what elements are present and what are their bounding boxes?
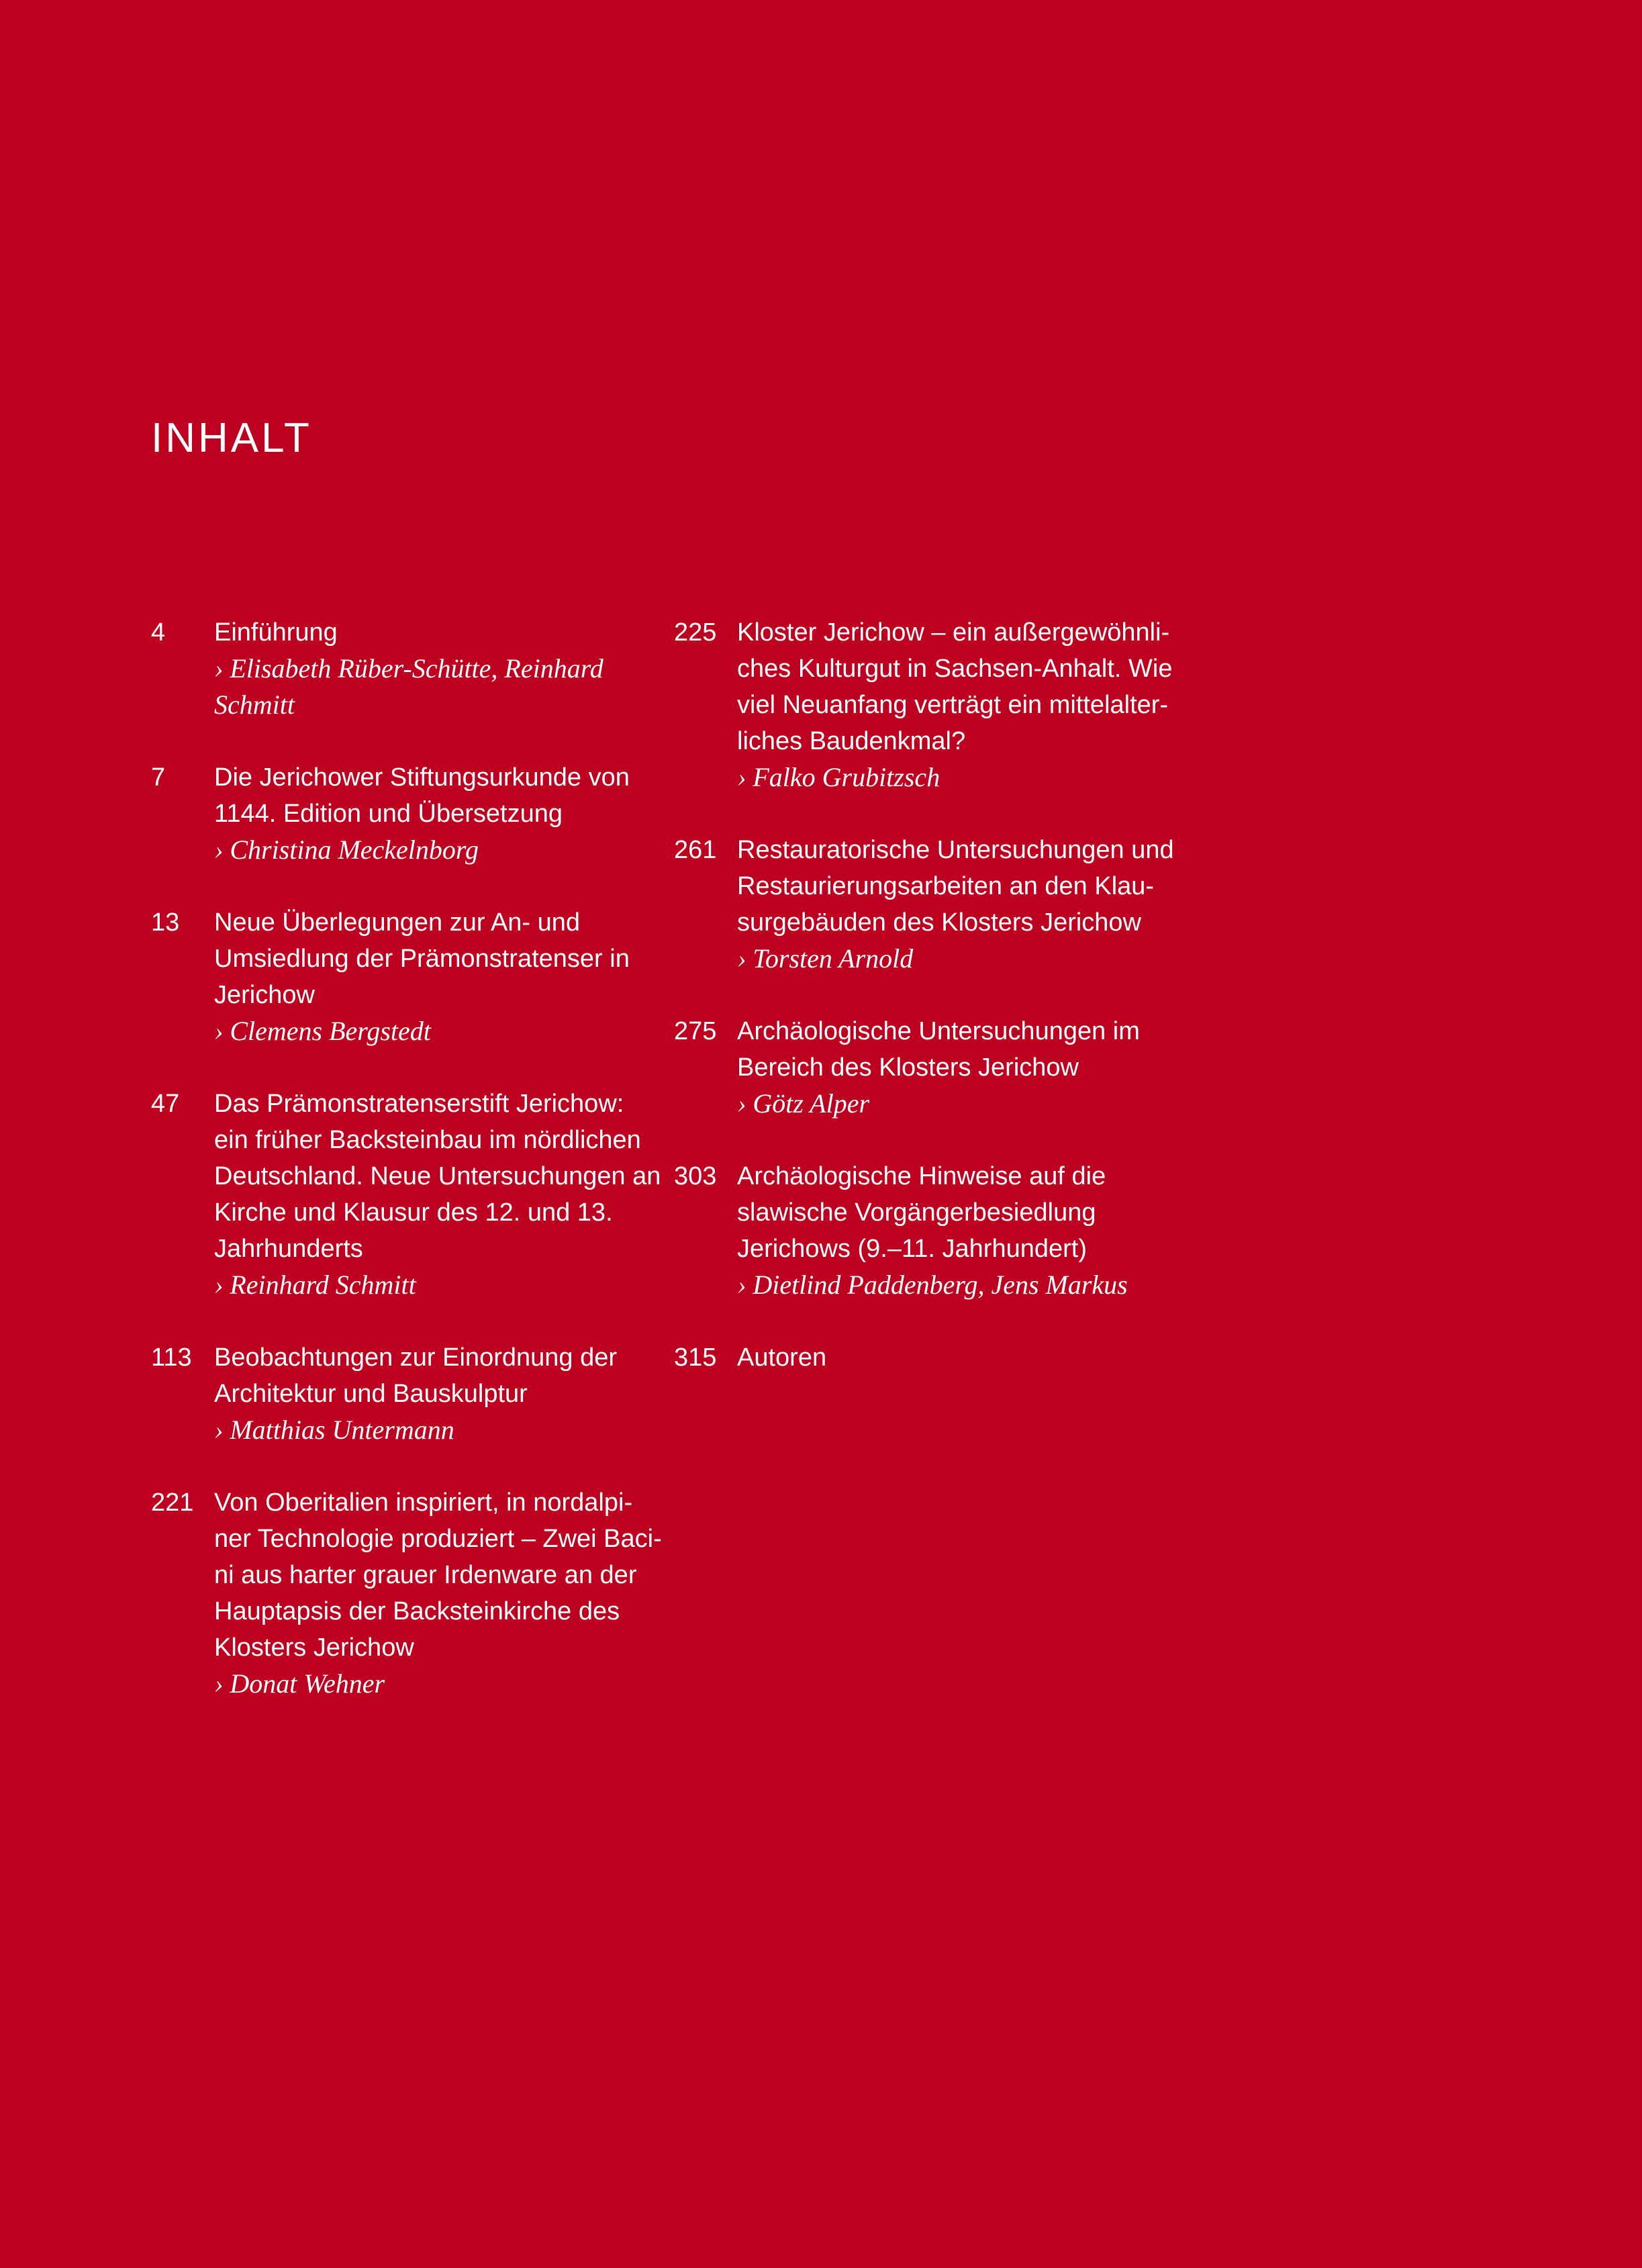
toc-entry-body xyxy=(214,1484,675,1702)
toc-entry[interactable] xyxy=(151,1086,675,1303)
toc-page-number: 275 xyxy=(674,1017,717,1045)
toc-title-line: Kirche und Klausur des 12. und 13. xyxy=(214,1198,613,1227)
toc-title-line: Neue Überlegungen zur An- und xyxy=(214,908,581,937)
toc-title-line: ein früher Backsteinbau im nördlichen xyxy=(214,1126,641,1154)
toc-page-number: 303 xyxy=(674,1162,717,1190)
toc-author-line: › Dietlind Paddenberg, Jens Markus xyxy=(737,1270,1128,1300)
toc-title-line: Archäologische Untersuchungen im xyxy=(737,1017,1140,1045)
toc-title-line: Deutschland. Neue Untersuchungen an xyxy=(214,1162,661,1190)
toc-title-line: ni aus harter grauer Irdenware an der xyxy=(214,1561,637,1589)
toc-title-line: Jahrhunderts xyxy=(214,1235,363,1263)
toc-author-line: › Christina Meckelnborg xyxy=(214,835,479,865)
toc-title-line: surgebäuden des Klosters Jerichow xyxy=(737,908,1142,937)
toc-title-line: Von Oberitalien inspiriert, in nordalpi- xyxy=(214,1489,633,1517)
toc-title-line: Restauratorische Untersuchungen und xyxy=(737,836,1174,864)
toc-author-line: › Clemens Bergstedt xyxy=(214,1016,431,1046)
toc-title-line: Bereich des Klosters Jerichow xyxy=(737,1053,1079,1082)
toc-title-line: viel Neuanfang verträgt ein mittelalter- xyxy=(737,691,1169,719)
toc-page-number: 13 xyxy=(151,908,180,937)
toc-page-number: 225 xyxy=(674,618,717,647)
toc-title-line: ches Kulturgut in Sachsen-Anhalt. Wie xyxy=(737,655,1173,683)
toc-page-number: 7 xyxy=(151,763,166,792)
toc-title-line: 1144. Edition und Übersetzung xyxy=(214,800,563,828)
toc-entry-body xyxy=(214,614,675,723)
toc-entry[interactable] xyxy=(674,614,1198,796)
toc-page-number: 221 xyxy=(151,1489,194,1517)
toc-author-line: › Donat Wehner xyxy=(214,1668,385,1699)
toc-page-number: 47 xyxy=(151,1090,180,1118)
toc-entry-body xyxy=(214,1086,675,1303)
toc-entry-body xyxy=(737,614,1198,796)
toc-title-line: Hauptapsis der Backsteinkirche des xyxy=(214,1597,620,1625)
toc-author-line: › Falko Grubitzsch xyxy=(737,762,940,792)
toc-title-line: Jerichow xyxy=(214,981,315,1009)
toc-entry-body xyxy=(214,759,675,868)
toc-title-line: liches Baudenkmal? xyxy=(737,727,966,755)
toc-title-line: Restaurierungsarbeiten an den Klau- xyxy=(737,872,1155,900)
toc-entry[interactable] xyxy=(151,759,675,868)
toc-entry-body xyxy=(214,904,675,1049)
toc-entry[interactable] xyxy=(151,614,675,723)
toc-author-line: › Reinhard Schmitt xyxy=(214,1270,416,1300)
toc-title-line: Die Jerichower Stiftungsurkunde von xyxy=(214,763,630,792)
toc-page-number: 4 xyxy=(151,618,166,647)
toc-title-line: Umsiedlung der Prämonstratenser in xyxy=(214,945,630,973)
toc-entry-body xyxy=(214,1339,675,1448)
toc-title-line: Klosters Jerichow xyxy=(214,1634,414,1662)
toc-entry[interactable] xyxy=(151,1484,675,1702)
toc-author-line: › Götz Alper xyxy=(737,1088,870,1119)
toc-entry-body xyxy=(737,1158,1198,1303)
toc-title-line: ner Technologie produziert – Zwei Baci- xyxy=(214,1525,662,1553)
toc-entry[interactable] xyxy=(674,832,1198,977)
toc-author-line: › Torsten Arnold xyxy=(737,943,914,974)
toc-title-line: Kloster Jerichow – ein außergewöhnli- xyxy=(737,618,1170,647)
toc-page-number: 261 xyxy=(674,836,717,864)
toc-page-number: 315 xyxy=(674,1343,717,1372)
toc-title-line: Das Prämonstratenserstift Jerichow: xyxy=(214,1090,624,1118)
toc-title-line: Einführung xyxy=(214,618,338,647)
toc-page-number: 113 xyxy=(151,1343,192,1372)
toc-title-line: Autoren xyxy=(737,1343,827,1372)
toc-entry[interactable] xyxy=(674,1013,1198,1122)
toc-column-right xyxy=(674,614,1198,1412)
toc-title-line: Beobachtungen zur Einordnung der xyxy=(214,1343,618,1372)
toc-title-line: Architektur und Bauskulptur xyxy=(214,1380,528,1408)
toc-title-line: Jerichows (9.–11. Jahrhundert) xyxy=(737,1235,1087,1263)
page-title: INHALT xyxy=(151,415,312,461)
toc-entry[interactable] xyxy=(674,1158,1198,1303)
toc-author-line: Schmitt xyxy=(214,690,295,720)
toc-title-line: Archäologische Hinweise auf die xyxy=(737,1162,1106,1190)
toc-entry[interactable] xyxy=(151,904,675,1049)
toc-entry[interactable] xyxy=(674,1339,1198,1376)
toc-column-left xyxy=(151,614,675,1738)
toc-entry-body xyxy=(737,1339,1198,1376)
toc-author-line: › Matthias Untermann xyxy=(214,1415,454,1445)
toc-author-line: › Elisabeth Rüber-Schütte, Reinhard xyxy=(214,653,603,683)
toc-entry[interactable] xyxy=(151,1339,675,1448)
toc-entry-body xyxy=(737,832,1198,977)
toc-title-line: slawische Vorgängerbesiedlung xyxy=(737,1198,1096,1227)
toc-entry-body xyxy=(737,1013,1198,1122)
